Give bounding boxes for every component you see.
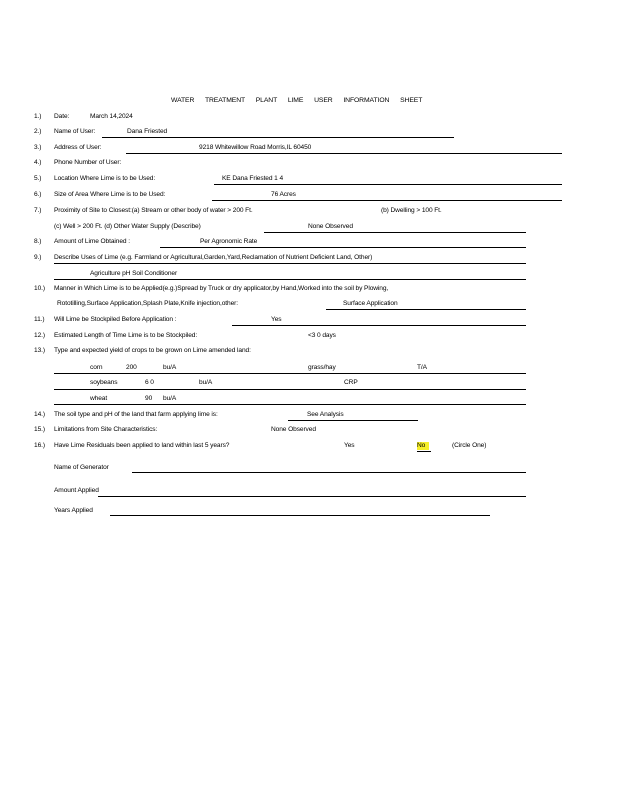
location-value[interactable]: KE Dana Friested 1 4 [222,175,284,182]
address-label: Address of User: [54,144,102,151]
crop-name[interactable]: soybeans [90,379,118,386]
area-size-value[interactable]: 76 Acres [271,191,296,198]
limitations-label: Limitations from Site Characteristics: [54,426,158,433]
amount-applied-label: Amount Applied [54,487,99,494]
crops-line-2 [54,389,526,390]
item-4-number: 4.) [34,159,42,166]
item-8-number: 8.) [34,238,42,245]
stockpile-time-value[interactable]: <3 0 days [308,332,336,339]
item-14-number: 14.) [34,411,45,418]
generator-name-line[interactable] [132,472,526,473]
user-name-line [102,137,454,138]
proximity-label: Proximity of Site to Closest:(a) Stream or other body of water > 200 Ft. [54,207,253,214]
soil-type-value[interactable]: See Analysis [307,411,344,418]
lime-uses-value[interactable]: Agriculture pH Soil Conditioner [90,270,178,277]
address-line [126,153,562,154]
generator-name-label: Name of Generator [54,464,109,471]
crop-yield[interactable]: 6 0 [145,379,154,386]
residuals-label: Have Lime Residuals been applied to land within last 5 years? [54,442,230,449]
application-manner-label-2: Rototilling,Surface Application,Splash Plate,Knife injection,other: [57,300,238,307]
item-12-number: 12.) [34,332,45,339]
lime-uses-line-1 [54,263,526,264]
item-10-number: 10.) [34,285,45,292]
item-9-number: 9.) [34,254,42,261]
crop-unit: bu/A [163,364,177,371]
area-size-line [212,200,562,201]
crop-other-unit: T/A [417,364,427,371]
crop-yield[interactable]: 90 [145,395,153,402]
application-manner-label: Manner in Which Lime is to be Applied(e.g.)Spread by Truck or dry applicator,by Hand,Worked into the soil by Plowing, [54,285,389,292]
phone-label: Phone Number of User: [54,159,122,166]
item-11-number: 11.) [34,316,45,323]
lime-uses-line-2 [54,279,526,280]
crop-name[interactable]: corn [90,364,103,371]
lime-amount-value[interactable]: Per Agronomic Rate [200,238,258,245]
crop-unit: bu/A [199,379,213,386]
stockpiled-line [232,325,526,326]
area-size-label: Size of Area Where Lime is to be Used: [54,191,166,198]
item-6-number: 6.) [34,191,42,198]
item-5-number: 5.) [34,175,42,182]
item-15-number: 15.) [34,426,45,433]
stockpiled-value[interactable]: Yes [271,316,282,323]
item-16-number: 16.) [34,442,45,449]
location-line [214,184,562,185]
years-applied-label: Years Applied [54,507,93,514]
lime-uses-label: Describe Uses of Lime (e.g. Farmland or Agricultural,Garden,Yard,Reclamation of Nutrient Deficient Land, Other) [54,254,373,261]
item-1-number: 1.) [34,113,42,120]
crop-other[interactable]: grass/hay [308,364,336,371]
residuals-no-option[interactable]: No [417,442,429,450]
lime-amount-label: Amount of Lime Obtained : [54,238,130,245]
crop-unit: bu/A [163,395,177,402]
proximity-line [264,232,526,233]
circle-one-note: (Circle One) [452,442,487,449]
limitations-value[interactable]: None Observed [271,426,316,433]
residuals-no-underline [417,451,431,452]
application-manner-value[interactable]: Surface Application [343,300,398,307]
date-value[interactable]: March 14,2024 [90,113,133,120]
stockpile-time-label: Estimated Length of Time Lime is to be Stockpiled: [54,332,198,339]
date-label: Date: [54,113,70,120]
item-7-number: 7.) [34,207,42,214]
proximity-well-label: (c) Well > 200 Ft. (d) Other Water Supply (Describe) [54,223,201,230]
location-label: Location Where Lime is to be Used: [54,175,156,182]
item-2-number: 2.) [34,128,42,135]
address-value[interactable]: 9218 Whitewillow Road Morris,IL 60450 [199,144,312,151]
user-name-value[interactable]: Dana Friested [127,128,168,135]
crop-name[interactable]: wheat [90,395,108,402]
application-manner-line [326,309,526,310]
proximity-other-value[interactable]: None Observed [308,223,353,230]
amount-applied-line[interactable] [98,496,526,497]
soil-type-label: The soil type and pH of the land that farm applying lime is: [54,411,218,418]
proximity-dwelling-label: (b) Dwelling > 100 Ft. [381,207,442,214]
item-13-number: 13.) [34,347,45,354]
crops-line-3 [54,404,526,405]
years-applied-line[interactable] [110,515,490,516]
item-3-number: 3.) [34,144,42,151]
crops-label: Type and expected yield of crops to be grown on Lime amended land: [54,347,251,354]
soil-type-line [288,420,418,421]
crop-yield[interactable]: 200 [126,364,137,371]
crop-other[interactable]: CRP [344,379,358,386]
residuals-yes-option[interactable]: Yes [344,442,355,449]
lime-amount-line [160,247,526,248]
sheet-title: WATER TREATMENT PLANT LIME USER INFORMATION SHEET [171,97,423,104]
stockpiled-label: Will Lime be Stockpiled Before Application : [54,316,177,323]
user-name-label: Name of User: [54,128,96,135]
crops-line-1 [54,373,526,374]
